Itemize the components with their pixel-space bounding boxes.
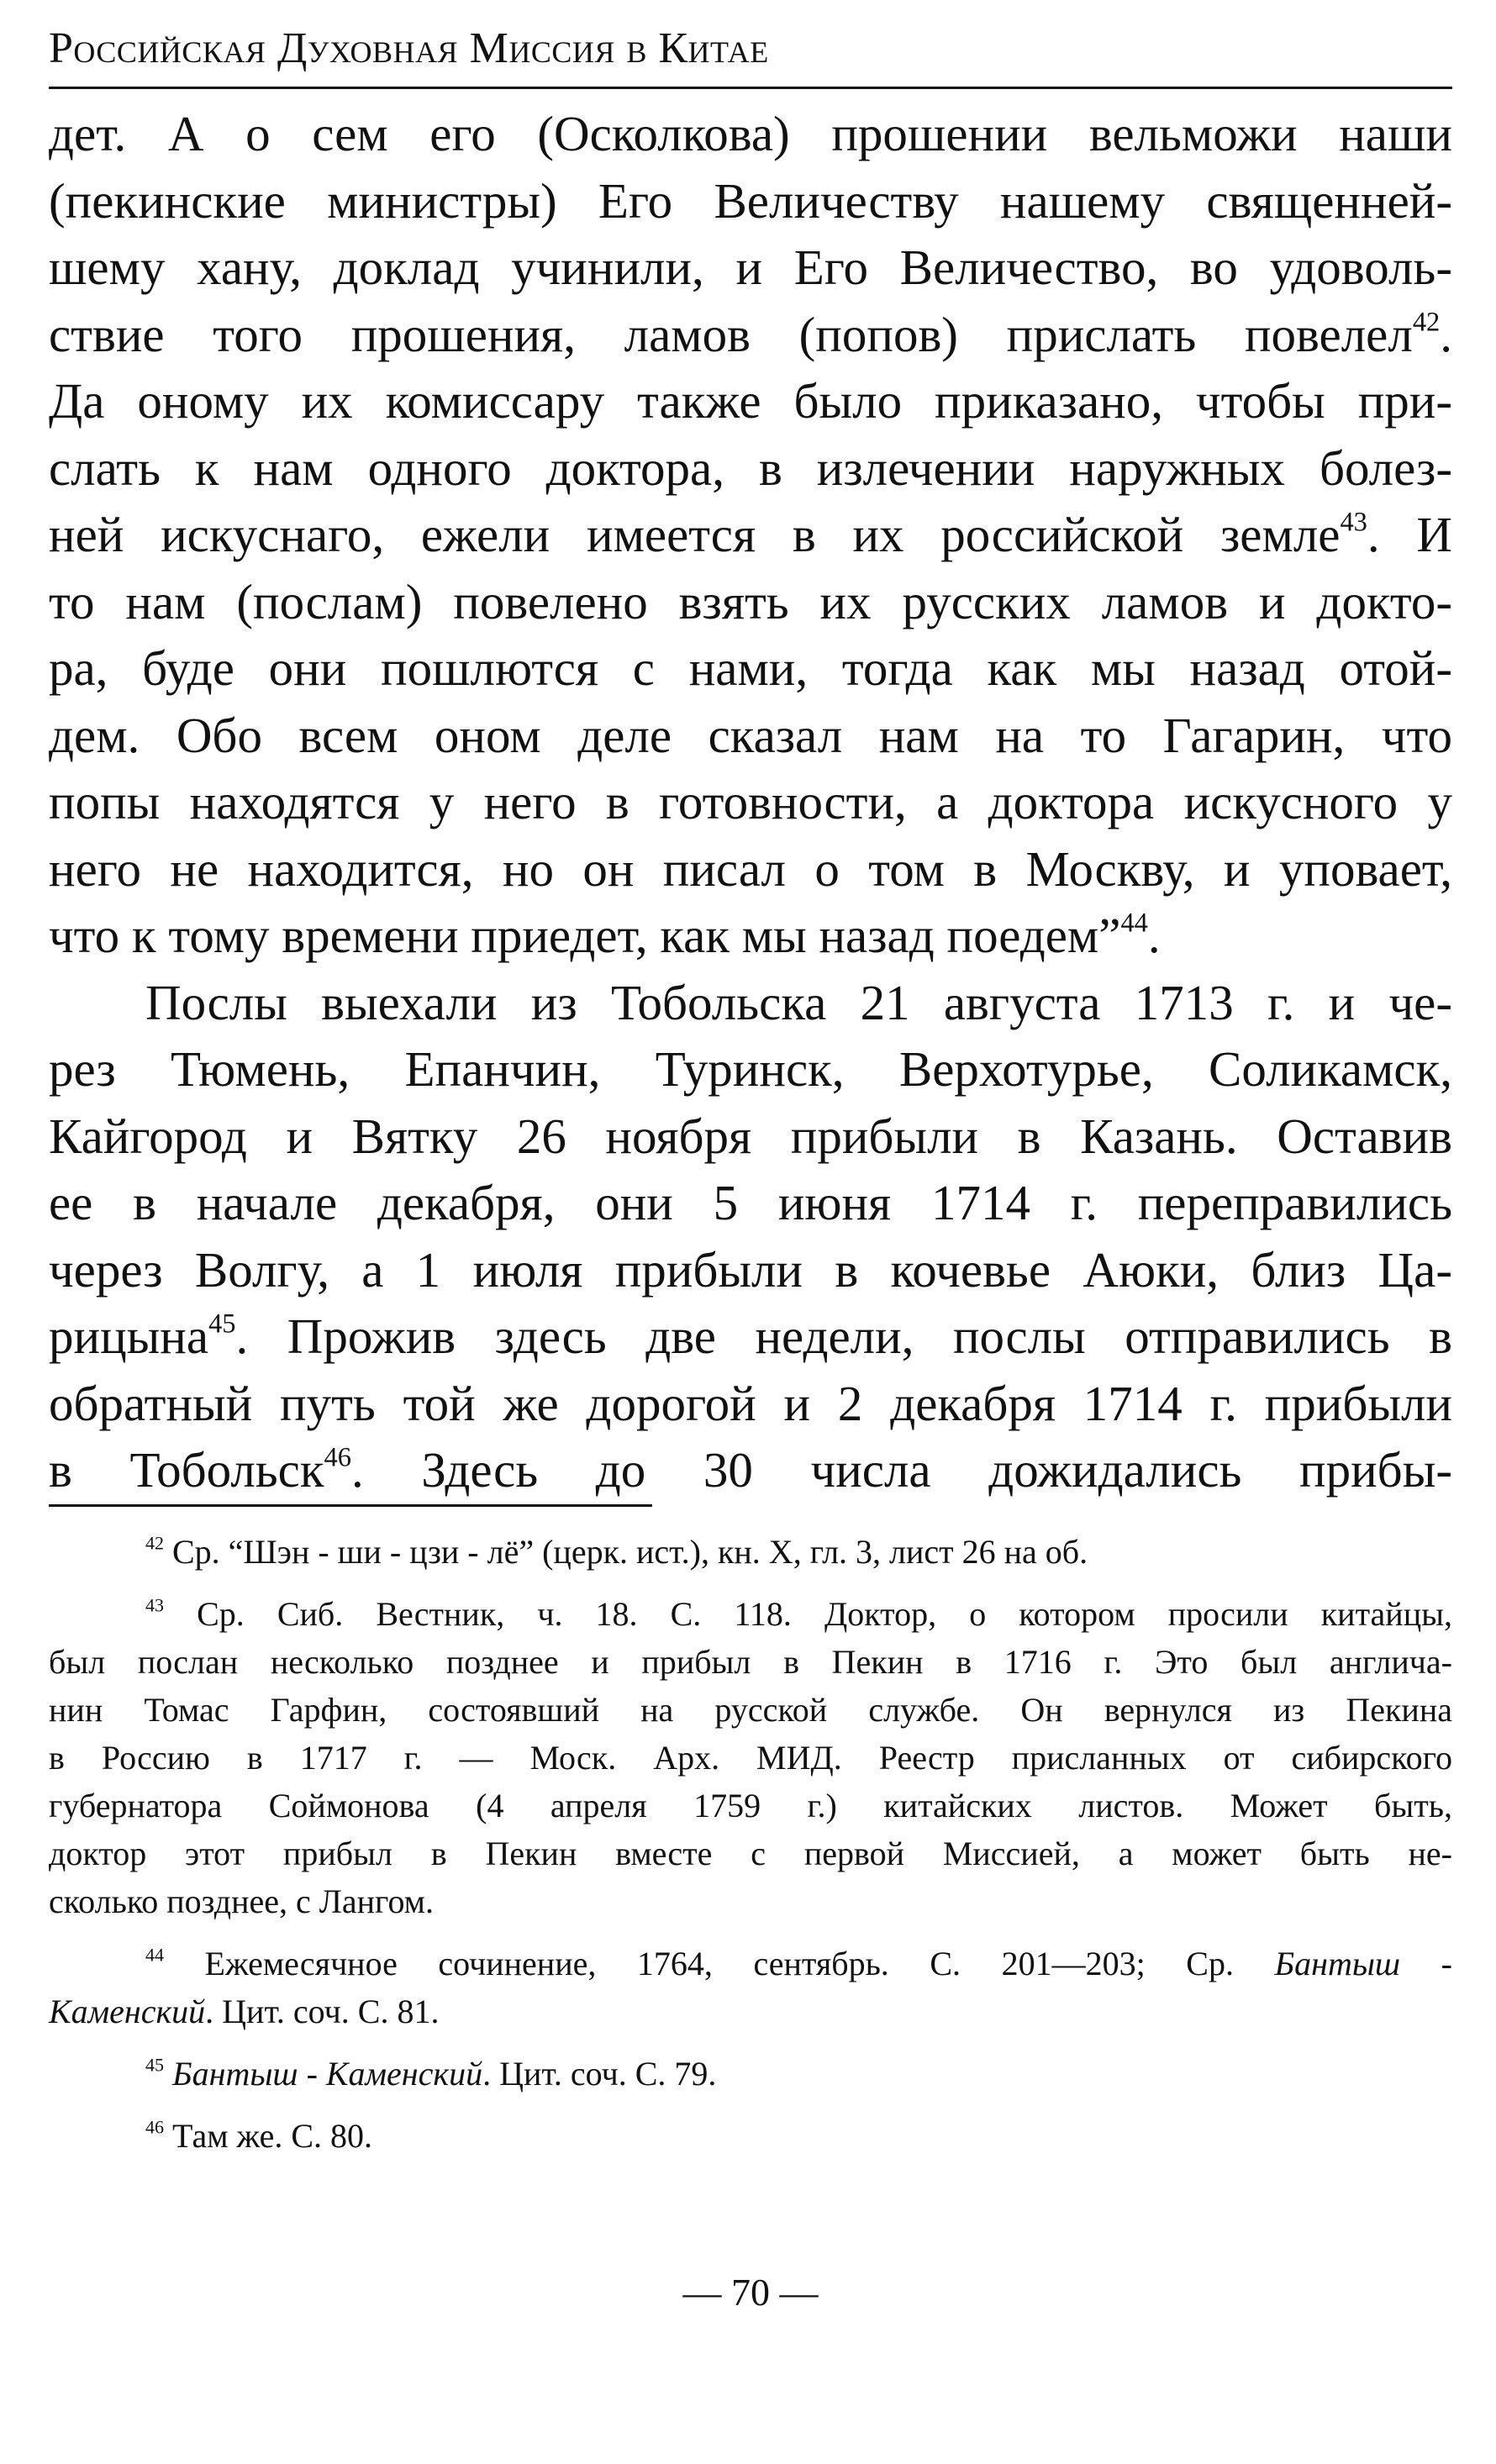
footnote-line [49, 1528, 1452, 1576]
footnote-line: нин Томас Гарфин, состоявший на русской службе. Он вернулся из Пекина [49, 1691, 1452, 1729]
footnote-line: был послан несколько позднее и прибыл в Пекин в 1716 г. Это был англича- [49, 1643, 1452, 1681]
footnote-text: . Цит. соч. С. 79. [482, 2055, 717, 2093]
text-line: ра, буде они пошлются с нами, тогда как мы назад отой- [49, 640, 1452, 696]
text-fragment: . [1147, 908, 1161, 963]
text-line: попы находятся у него в готовности, а доктора искусного у [49, 774, 1452, 829]
text-line: Послы выехали из Тобольска 21 августа 1713 г. и че- [145, 974, 1452, 1030]
running-head-word-4: в [626, 24, 647, 72]
footnote-line: в Россию в 1717 г. — Моск. Арх. МИД. Реестр присланных от сибирского [49, 1739, 1452, 1777]
text-line: то нам (послам) повелено взять их русских ламов и докто- [49, 573, 1452, 629]
footnote-44 [49, 1940, 1452, 2035]
footnote-text: Там же. С. 80. [164, 2117, 373, 2155]
text-line: Да оному их комиссару также было приказано, чтобы при- [49, 373, 1452, 429]
text-line [49, 302, 1452, 369]
footnote-line [49, 2112, 1452, 2160]
text-fragment: . Прожив здесь две недели, послы отправились в [235, 1308, 1452, 1364]
text-fragment: ствие того прошения, ламов (попов) прислать повелел [49, 306, 1413, 362]
footnote-ref-42: 42 [1412, 307, 1441, 338]
footnote-separator [49, 1504, 652, 1507]
footnotes [49, 1528, 1452, 2174]
text-line: ее в начале декабря, они 5 июня 1714 г. переправились [49, 1175, 1452, 1230]
footnote-45 [49, 2050, 1452, 2098]
footnote-author: Каменский [49, 1993, 206, 2030]
text-fragment: рицына [49, 1308, 209, 1364]
running-head-word-3: Миссия [469, 24, 615, 72]
footnote-43 [49, 1590, 1452, 1925]
text-line: слать к нам одного доктора, в излечении наружных болез- [49, 440, 1452, 496]
footnote-line [49, 2050, 1452, 2098]
text-line: рез Тюмень, Епанчин, Туринск, Верхотурье, Соликамск, [49, 1041, 1452, 1097]
book-page [49, 0, 1452, 2464]
text-fragment: . [1440, 306, 1452, 362]
text-line [49, 1303, 1452, 1371]
footnote-text: Ежемесячное сочинение, 1764, сентябрь. С. 201—203; Ср. [164, 1945, 1275, 1982]
text-line: через Волгу, а 1 июля прибыли в кочевье Аюки, близ Ца- [49, 1241, 1452, 1298]
text-line [49, 502, 1452, 569]
footnote-number: 43 [145, 1594, 164, 1616]
text-line: дем. Обо всем оном деле сказал нам на то Гагарин, что [49, 707, 1452, 763]
footnote-author: Бантыш - [1274, 1945, 1452, 1982]
text-fragment: . Здесь до 30 числа дожидались прибы- [350, 1442, 1452, 1498]
footnote-line: губернатора Соймонова (4 апреля 1759 г.) китайских листов. Может быть, [49, 1787, 1452, 1824]
page-number: — 70 — [682, 2271, 819, 2314]
footnote-text: . Цит. соч. С. 81. [205, 1993, 440, 2030]
running-head-word-5: Китае [658, 24, 769, 72]
text-line [49, 903, 1452, 970]
footnote-text: Ср. Сиб. Вестник, ч. 18. С. 118. Доктор, о котором просили китайцы, [164, 1595, 1452, 1633]
footnote-text: Ср. “Шэн - ши - цзи - лё” (церк. ист.), кн. X, гл. 3, лист 26 на об. [164, 1533, 1088, 1571]
main-text [49, 101, 1452, 1504]
text-line: шему хану, доклад учинили, и Его Величество, во удоволь- [49, 240, 1452, 295]
footnote-number: 44 [145, 1944, 164, 1966]
text-fragment: что к тому времени приедет, как мы назад поедем” [49, 908, 1121, 963]
text-fragment: в Тобольск [49, 1442, 324, 1498]
footnote-number: 46 [145, 2116, 164, 2138]
text-fragment: ней искуснаго, ежели имеется в их российской земле [49, 507, 1341, 562]
running-head [49, 24, 769, 74]
footnote-42 [49, 1528, 1452, 1576]
text-line: (пекинские министры) Его Величеству нашему священней- [49, 172, 1452, 229]
text-line: обратный путь той же дорогой и 2 декабря 1714 г. прибыли [49, 1375, 1452, 1431]
header-rule [49, 87, 1452, 89]
footnote-line [49, 1988, 1452, 2035]
footnote-number: 45 [145, 2054, 164, 2076]
text-fragment: . И [1367, 507, 1453, 562]
running-head-word-2: Духовная [277, 24, 459, 72]
text-line [49, 1437, 1452, 1504]
footnote-ref-45: 45 [208, 1308, 236, 1340]
footnote-46 [49, 2112, 1452, 2160]
footnote-ref-43: 43 [1340, 507, 1367, 538]
text-line: него не находится, но он писал о том в Москву, и уповает, [49, 840, 1452, 897]
footnote-ref-44: 44 [1120, 908, 1148, 939]
text-line: дет. А о сем его (Осколкова) прошении вельможи наши [49, 106, 1452, 161]
footnote-number: 42 [145, 1532, 164, 1554]
footnote-ref-46: 46 [324, 1442, 351, 1473]
footnote-line [49, 1590, 1452, 1638]
running-head-word-1: Российская [49, 24, 266, 72]
footnote-author: Бантыш - Каменский [164, 2055, 483, 2093]
text-line: Кайгород и Вятку 26 ноября прибыли в Казань. Оставив [49, 1108, 1452, 1164]
footnote-line: доктор этот прибыл в Пекин вместе с первой Миссией, а может быть не- [49, 1835, 1452, 1872]
footnote-line [49, 1940, 1452, 1988]
footnote-line: сколько позднее, с Лангом. [49, 1882, 434, 1920]
